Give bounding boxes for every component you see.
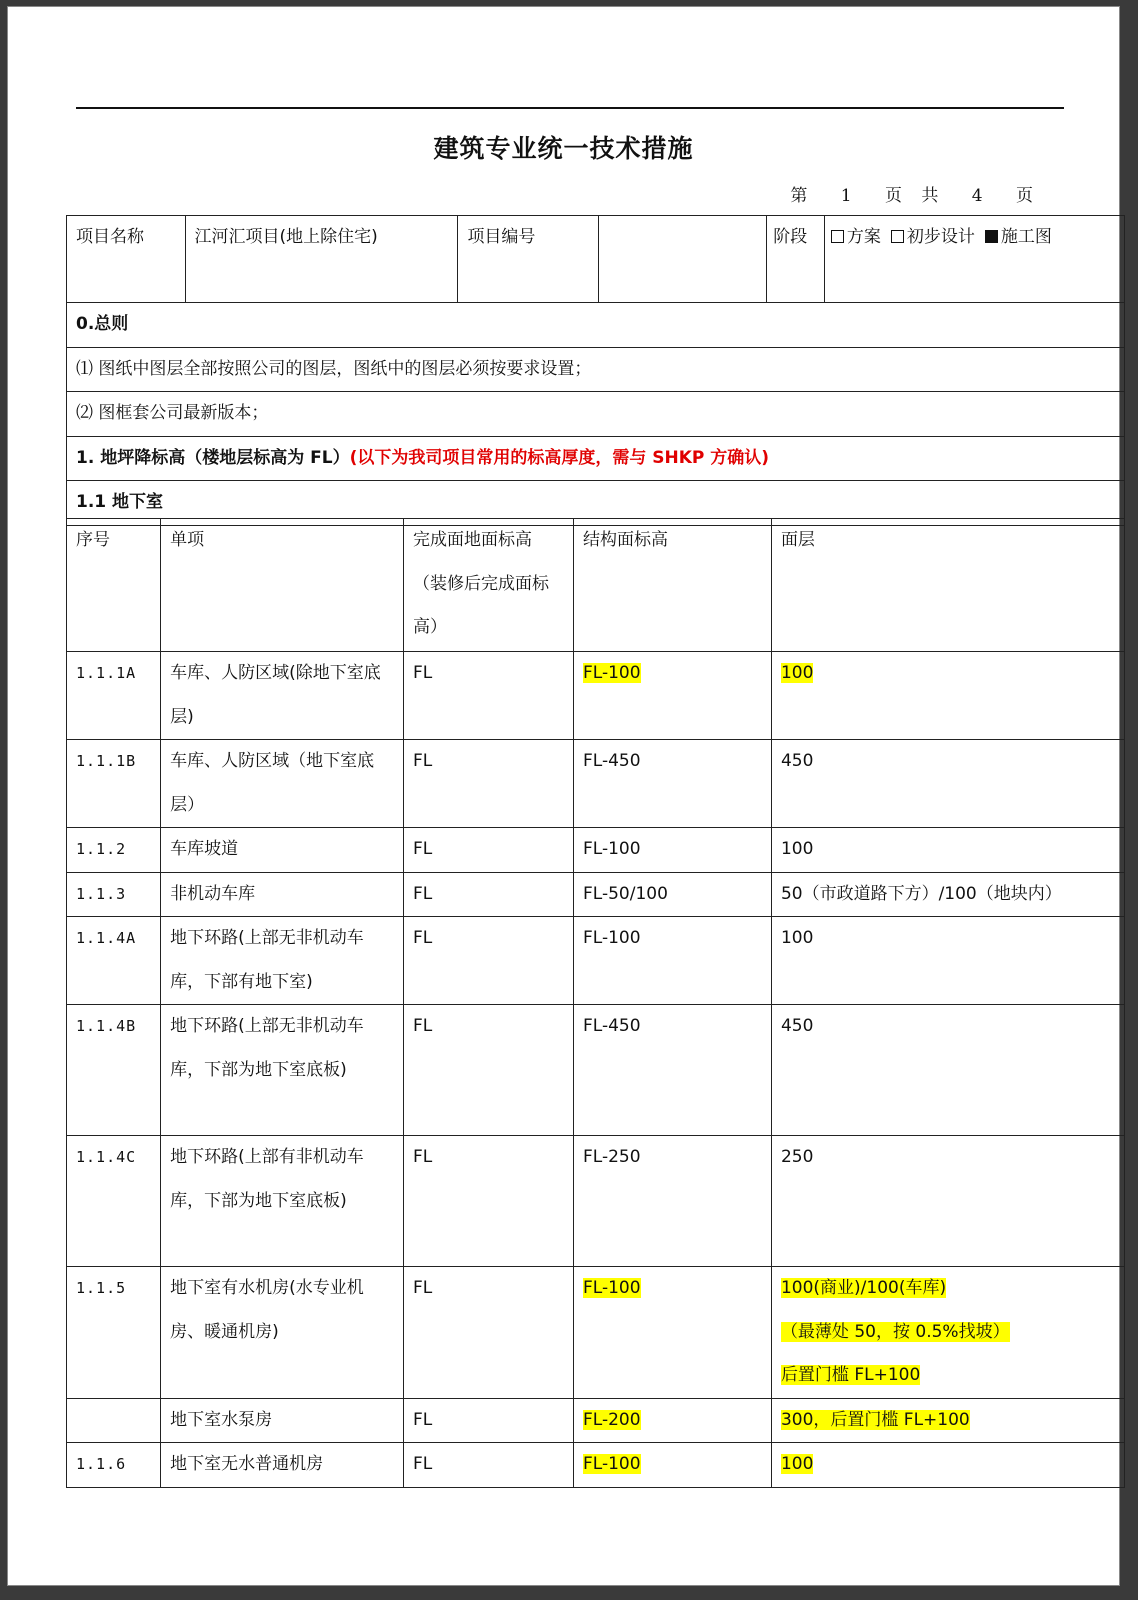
structure-value: FL-200 <box>583 1409 641 1430</box>
cell-finish: FL <box>403 1398 573 1443</box>
structure-value: FL-450 <box>583 1016 641 1036</box>
layer-value: 100 <box>780 663 814 683</box>
cell-no: 1.1.4C <box>67 1136 161 1267</box>
cell-finish: FL <box>403 872 573 917</box>
cell-finish: FL <box>403 917 573 1005</box>
section1-heading-note: (以下为我司项目常用的标高厚度，需与 SHKP 方确认) <box>349 447 770 468</box>
layer-value: 450 <box>780 751 814 771</box>
project-info-table <box>66 215 1125 526</box>
table-row <box>67 828 1125 873</box>
checkbox-checked-icon[interactable] <box>985 230 998 243</box>
cell-structure <box>574 652 772 740</box>
col-header-no: 序号 <box>67 519 161 652</box>
cell-structure <box>574 1005 772 1136</box>
cell-finish: FL <box>403 1136 573 1267</box>
col-header-item: 单项 <box>161 519 404 652</box>
cell-no: 1.1.1A <box>67 652 161 740</box>
cell-item: 地下室有水机房(水专业机房、暖通机房) <box>161 1267 404 1399</box>
stage-label: 阶段 <box>767 216 825 303</box>
page-title: 建筑专业统一技术措施 <box>433 134 694 163</box>
elevation-table-body <box>67 519 1125 1488</box>
cell-layer <box>771 917 1124 1005</box>
page-counter-suffix: 页 <box>1016 186 1034 206</box>
layer-line: 100(商业)/100(车库) <box>780 1278 947 1298</box>
col-header-finish: 完成面地面标高（装修后完成面标高） <box>403 519 573 652</box>
cell-layer <box>771 1267 1124 1399</box>
project-code-value <box>598 216 767 303</box>
stage-option-label: 施工图 <box>1000 227 1052 247</box>
table-row <box>67 652 1125 740</box>
general-heading: 0.总则 <box>67 303 1125 348</box>
table-row <box>67 1136 1125 1267</box>
cell-item: 车库、人防区域(除地下室底层) <box>161 652 404 740</box>
layer-line: 后置门槛 FL+100 <box>780 1365 921 1385</box>
cell-no <box>67 1398 161 1443</box>
cell-structure <box>574 1136 772 1267</box>
structure-value: FL-250 <box>583 1147 641 1167</box>
cell-finish: FL <box>403 740 573 828</box>
cell-finish: FL <box>403 1005 573 1136</box>
structure-value: FL-100 <box>583 663 641 683</box>
table-row <box>67 872 1125 917</box>
structure-value: FL-50/100 <box>583 883 668 904</box>
cell-item: 地下环路(上部无非机动车库，下部为地下室底板) <box>161 1005 404 1136</box>
page-total: 4 <box>971 186 984 206</box>
table-row <box>67 1005 1125 1136</box>
cell-layer <box>771 652 1124 740</box>
cell-layer <box>771 1005 1124 1136</box>
cell-no: 1.1.5 <box>67 1267 161 1399</box>
document-page <box>7 6 1120 1586</box>
page-counter-prefix: 第 <box>790 186 809 206</box>
checkbox-icon[interactable] <box>891 230 904 243</box>
page-counter <box>790 181 1034 206</box>
layer-value: 50（市政道路下方）/100（地块内） <box>780 883 1062 904</box>
cell-item: 车库坡道 <box>161 828 404 873</box>
structure-value: FL-100 <box>583 928 641 948</box>
project-name-label: 项目名称 <box>67 216 186 303</box>
cell-structure <box>574 828 772 873</box>
header-rule <box>76 107 1064 109</box>
table-row <box>67 917 1125 1005</box>
general-item-2: ⑵ 图框套公司最新版本； <box>67 392 1125 437</box>
cell-finish: FL <box>403 1443 573 1488</box>
cell-item: 地下环路(上部有非机动车库，下部为地下室底板) <box>161 1136 404 1267</box>
page-current: 1 <box>840 186 853 206</box>
cell-item: 地下室水泵房 <box>161 1398 404 1443</box>
table-row <box>67 1398 1125 1443</box>
project-code-label: 项目编号 <box>458 216 598 303</box>
checkbox-icon[interactable] <box>831 230 844 243</box>
layer-value: 300，后置门槛 FL+100 <box>780 1409 970 1430</box>
cell-item: 地下室无水普通机房 <box>161 1443 404 1488</box>
stage-option-label: 初步设计 <box>906 227 975 247</box>
section1-heading-text: 1. 地坪降标高（楼地层标高为 FL） <box>76 447 350 468</box>
stage-option-construction[interactable] <box>985 227 1052 247</box>
layer-value: 450 <box>780 1016 814 1036</box>
cell-no: 1.1.2 <box>67 828 161 873</box>
structure-value: FL-450 <box>583 751 641 771</box>
page-counter-middle: 页 共 <box>884 186 940 206</box>
cell-structure <box>574 1443 772 1488</box>
col-header-structure: 结构面标高 <box>574 519 772 652</box>
cell-layer <box>771 740 1124 828</box>
cell-no: 1.1.3 <box>67 872 161 917</box>
cell-finish: FL <box>403 1267 573 1399</box>
layer-value: 250 <box>780 1147 814 1167</box>
cell-structure <box>574 740 772 828</box>
table-header-row <box>67 519 1125 652</box>
structure-value: FL-100 <box>583 1278 641 1298</box>
layer-value: 100 <box>780 928 814 948</box>
stage-options <box>824 216 1124 303</box>
cell-item: 车库、人防区域（地下室底层） <box>161 740 404 828</box>
stage-option-label: 方案 <box>846 227 881 247</box>
cell-structure <box>574 1267 772 1399</box>
layer-value: 100 <box>780 839 814 859</box>
cell-layer <box>771 1443 1124 1488</box>
section1-subheading: 1.1 地下室 <box>67 481 1125 526</box>
cell-layer <box>771 1136 1124 1267</box>
table-row <box>67 1443 1125 1488</box>
cell-layer <box>771 1398 1124 1443</box>
cell-layer <box>771 872 1124 917</box>
table-row <box>67 740 1125 828</box>
general-item-1: ⑴ 图纸中图层全部按照公司的图层，图纸中的图层必须按要求设置； <box>67 347 1125 392</box>
structure-value: FL-100 <box>583 1454 641 1474</box>
cell-no: 1.1.4B <box>67 1005 161 1136</box>
cell-no: 1.1.1B <box>67 740 161 828</box>
cell-item: 地下环路(上部无非机动车库，下部有地下室) <box>161 917 404 1005</box>
cell-finish: FL <box>403 828 573 873</box>
section1-heading <box>67 436 1125 481</box>
stage-option-preliminary[interactable] <box>891 227 975 247</box>
col-header-layer: 面层 <box>771 519 1124 652</box>
cell-item: 非机动车库 <box>161 872 404 917</box>
cell-no: 1.1.4A <box>67 917 161 1005</box>
stage-option-scheme[interactable] <box>831 227 881 247</box>
cell-no: 1.1.6 <box>67 1443 161 1488</box>
cell-structure <box>574 1398 772 1443</box>
cell-finish: FL <box>403 652 573 740</box>
cell-layer <box>771 828 1124 873</box>
project-name-value: 江河汇项目(地上除住宅) <box>185 216 458 303</box>
elevation-table <box>66 518 1125 1488</box>
structure-value: FL-100 <box>583 839 641 859</box>
cell-structure <box>574 917 772 1005</box>
cell-structure <box>574 872 772 917</box>
layer-line: （最薄处 50，按 0.5%找坡） <box>780 1321 1010 1342</box>
layer-value: 100 <box>780 1454 814 1474</box>
table-row <box>67 1267 1125 1399</box>
